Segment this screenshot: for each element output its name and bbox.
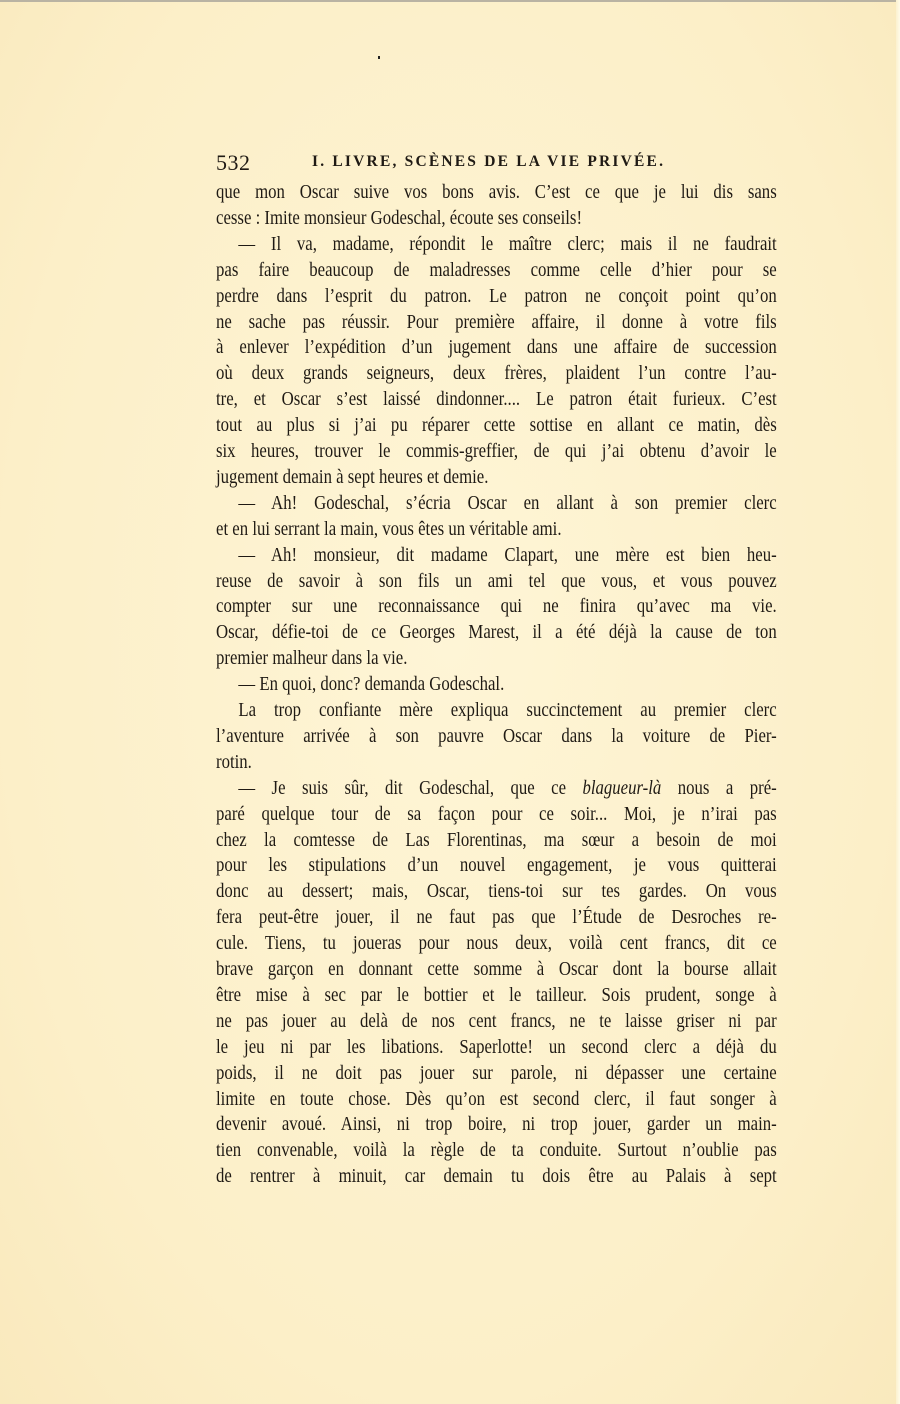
running-head bbox=[216, 150, 778, 178]
ink-speck bbox=[378, 56, 380, 59]
text-line: six heures, trouver le commis-greffier, de qui j’ai obtenu d’avoir le bbox=[216, 441, 777, 462]
text-line: l’aventure arrivée à son pauvre Oscar dans la voiture de Pier- bbox=[216, 725, 777, 747]
italic-term: blagueur-là bbox=[582, 777, 662, 799]
text-line: premier malheur dans la vie. bbox=[216, 648, 408, 670]
text-line: que mon Oscar suive vos bons avis. C’est ce que je lui dis sans bbox=[216, 182, 777, 203]
text-run: nous a pré- bbox=[661, 777, 777, 799]
scan-top-edge bbox=[0, 0, 900, 2]
text-line: être mise à sec par le bottier et le tailleur. Sois prudent, songe à bbox=[216, 984, 777, 1006]
text-line: La trop confiante mère expliqua succinctement au premier clerc bbox=[238, 700, 777, 721]
text-line: jugement demain à sept heures et demie. bbox=[216, 466, 489, 488]
text-line: Oscar, défie-toi de ce Georges Marest, il a été déjà la cause de ton bbox=[216, 622, 777, 644]
text-line: poids, il ne doit pas jouer sur parole, ni dépasser une certaine bbox=[216, 1062, 777, 1084]
text-line: et en lui serrant la main, vous êtes un véritable ami. bbox=[216, 518, 562, 540]
text-line: perdre dans l’esprit du patron. Le patron ne conçoit point qu’on bbox=[216, 285, 777, 307]
text-line: tre, et Oscar s’est laissé dindonner.... Le patron était furieux. C’est bbox=[216, 389, 777, 411]
text-line: cule. Tiens, tu joueras pour nous deux, voilà cent francs, dit ce bbox=[216, 933, 777, 955]
text-line: — Ah! Godeschal, s’écria Oscar en allant à son premier clerc bbox=[238, 492, 777, 514]
text-run: — Je suis sûr, dit Godeschal, que ce bbox=[238, 777, 583, 799]
text-line: rotin. bbox=[216, 751, 252, 773]
text-line: où deux grands seigneurs, deux frères, plaident l’un contre l’au- bbox=[216, 363, 777, 385]
text-line: à enlever l’expédition d’un jugement dans une affaire de succession bbox=[216, 337, 777, 359]
running-head-title: I. LIVRE, SCÈNES DE LA VIE PRIVÉE. bbox=[312, 153, 666, 170]
text-line: paré quelque tour de sa façon pour ce soir... Moi, je n’irai pas bbox=[216, 803, 777, 825]
text-line: — Ah! monsieur, dit madame Clapart, une mère est bien heu- bbox=[238, 544, 777, 566]
text-line: le jeu ni par les libations. Saperlotte! un second clerc a déjà du bbox=[216, 1036, 777, 1058]
scan-right-edge bbox=[896, 0, 900, 1404]
text-line: de rentrer à minuit, car demain tu dois être au Palais à sept bbox=[216, 1166, 777, 1188]
text-line: reuse de savoir à son fils un ami tel que vous, et vous pouvez bbox=[216, 570, 777, 592]
text-line: — En quoi, donc? demanda Godeschal. bbox=[238, 674, 505, 696]
text-line: ne sache pas réussir. Pour première affaire, il donne à votre fils bbox=[216, 311, 777, 333]
text-line: devenir avoué. Ainsi, ni trop boire, ni trop jouer, garder un main- bbox=[216, 1114, 777, 1136]
text-line: — Il va, madame, répondit le maître clerc; mais il ne faudrait bbox=[238, 233, 777, 255]
text-line: cesse : Imite monsieur Godeschal, écoute ses conseils! bbox=[216, 207, 583, 229]
text-line bbox=[216, 776, 777, 802]
text-line: tout au plus si j’ai pu réparer cette sottise en allant ce matin, dès bbox=[216, 415, 777, 437]
text-line: pas faire beaucoup de maladresses comme celle d’hier pour se bbox=[216, 259, 777, 281]
text-line: chez la comtesse de Las Florentinas, ma sœur a besoin de moi bbox=[216, 829, 777, 851]
text-line: fera peut-être jouer, il ne faut pas que l’Étude de Desroches re- bbox=[216, 907, 777, 929]
text-line: brave garçon en donnant cette somme à Oscar dont la bourse allait bbox=[216, 959, 777, 980]
page-number: 532 bbox=[216, 150, 251, 175]
text-line: pour les stipulations d’un nouvel engagement, je vous quitterai bbox=[216, 855, 777, 877]
text-line: donc au dessert; mais, Oscar, tiens-toi sur tes gardes. On vous bbox=[216, 881, 777, 903]
text-line: ne pas jouer au delà de nos cent francs, ne te laisse griser ni par bbox=[216, 1010, 777, 1032]
text-line: compter sur une reconnaissance qui ne finira qu’avec ma vie. bbox=[216, 596, 777, 618]
text-line: limite en toute chose. Dès qu’on est second clerc, il faut songer à bbox=[216, 1088, 777, 1110]
text-line: tien convenable, voilà la règle de ta conduite. Surtout n’oublie pas bbox=[216, 1140, 777, 1162]
